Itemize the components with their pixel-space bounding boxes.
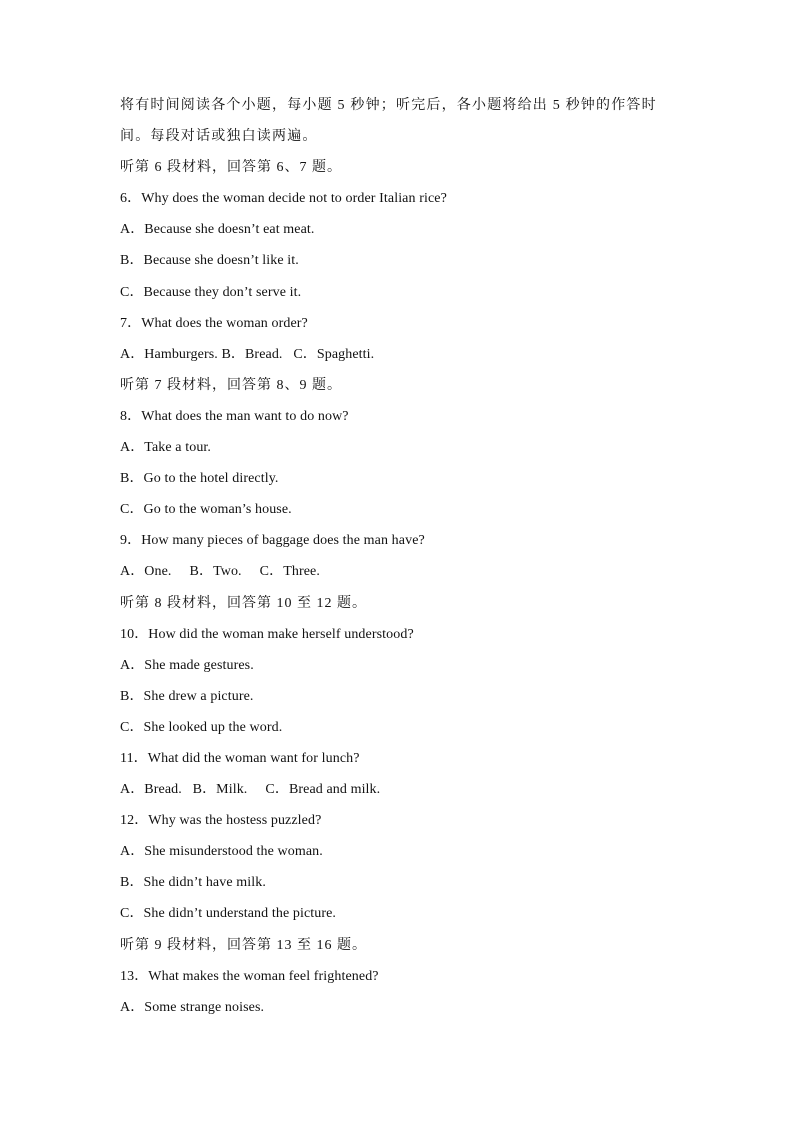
answer-option: C．Because they don’t serve it. — [120, 284, 302, 300]
question-7: 7．What does the woman order? — [120, 315, 308, 331]
answer-option: B．She drew a picture. — [120, 688, 254, 704]
document-content — [120, 94, 680, 1027]
answer-option: A．She misunderstood the woman. — [120, 844, 323, 860]
answer-options-row: A．Bread. B．Milk. C．Bread and milk. — [120, 782, 381, 798]
answer-options-row: A．One. B．Two. C．Three. — [120, 564, 320, 580]
section-heading: 听第 7 段材料，回答第 8、9 题。 — [120, 377, 342, 393]
question-12: 12．Why was the hostess puzzled? — [120, 813, 322, 829]
intro-line-1: 将有时间阅读各个小题，每小题 5 秒钟；听完后，各小题将给出 5 秒钟的作答时 — [120, 98, 657, 113]
question-9: 9．How many pieces of baggage does the man have? — [120, 533, 425, 549]
intro-line-2: 间。每段对话或独白读两遍。 — [120, 129, 318, 145]
answer-option: B．Go to the hotel directly. — [120, 471, 279, 487]
question-13: 13．What makes the woman feel frightened? — [120, 968, 379, 984]
section-heading: 听第 6 段材料，回答第 6、7 题。 — [120, 160, 342, 176]
answer-options-row: A．Hamburgers. B．Bread. C．Spaghetti. — [120, 346, 375, 362]
answer-option: C．She didn’t understand the picture. — [120, 906, 337, 922]
answer-option: A．Some strange noises. — [120, 999, 265, 1015]
answer-option: C．She looked up the word. — [120, 719, 283, 735]
answer-option: A．She made gestures. — [120, 657, 254, 673]
question-6: 6．Why does the woman decide not to order Italian rice? — [120, 191, 447, 207]
section-heading: 听第 8 段材料，回答第 10 至 12 题。 — [120, 595, 367, 611]
answer-option: B．Because she doesn’t like it. — [120, 253, 299, 269]
answer-option: A．Take a tour. — [120, 440, 212, 456]
question-11: 11．What did the woman want for lunch? — [120, 750, 360, 766]
answer-option: B．She didn’t have milk. — [120, 875, 266, 891]
question-8: 8．What does the man want to do now? — [120, 408, 349, 424]
section-heading: 听第 9 段材料，回答第 13 至 16 题。 — [120, 937, 367, 953]
answer-option: C．Go to the woman’s house. — [120, 502, 292, 518]
answer-option: A．Because she doesn’t eat meat. — [120, 222, 315, 238]
question-10: 10．How did the woman make herself understood? — [120, 626, 414, 642]
